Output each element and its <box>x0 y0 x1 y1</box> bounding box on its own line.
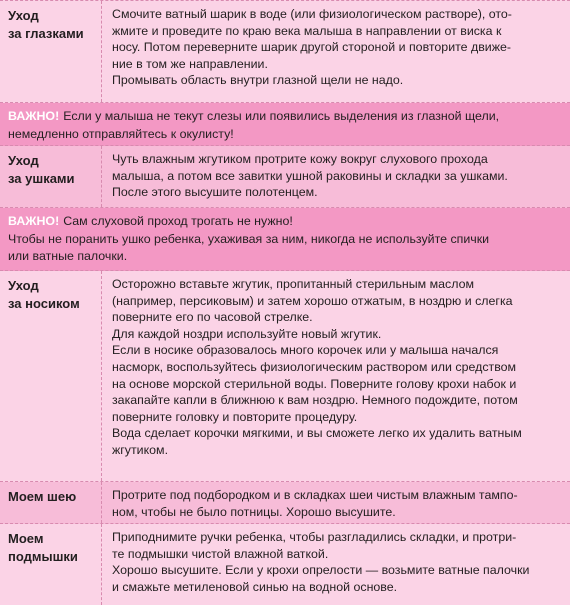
text-line: ние в том же направлении. <box>112 56 268 71</box>
text-line: Приподнимите ручки ребенка, чтобы разгладились складки, и протри- <box>112 530 517 544</box>
text-line: те подмышки чистой влажной ваткой. <box>112 546 329 561</box>
text-line: Осторожно вставьте жгутик, пропитанный стерильным маслом <box>112 277 474 291</box>
warning-text <box>8 213 560 266</box>
text-line: поверните головку и повторите процедуру. <box>112 409 358 424</box>
text-line: жгутиком. <box>112 442 169 457</box>
text-line: жмите и проведите по краю века малыша в направлении от виска к <box>112 23 502 38</box>
row-nose-care <box>0 271 570 482</box>
row-body <box>112 276 560 459</box>
row-body <box>112 529 560 595</box>
row-body <box>112 6 560 89</box>
text-line: Чтобы не поранить ушко ребенка, ухаживая за ним, никогда не используйте спички <box>8 231 490 246</box>
row-title-line: Уход <box>8 153 39 168</box>
text-line: малыша, а потом все завитки ушной раковины и складки за ушками. <box>112 168 508 183</box>
text-line: или ватные палочки. <box>8 249 128 263</box>
text-line: Протрите под подбородком и в складках шеи чистым влажным тампо- <box>112 488 518 502</box>
row-neck-care <box>0 482 570 524</box>
row-label <box>0 482 102 523</box>
text-line: Сам слуховой проход трогать не нужно! <box>63 214 293 228</box>
row-title-line: Уход <box>8 278 39 293</box>
text-line: на основе морской стерильной воды. Поверните голову крохи набок и <box>112 376 517 391</box>
row-title-line: за носиком <box>8 296 80 311</box>
row-title-line: подмышки <box>8 549 78 564</box>
text-line: Для каждой ноздри используйте новый жгутик. <box>112 326 382 341</box>
row-eye-care <box>0 0 570 103</box>
row-title-line: Моем шею <box>8 489 77 504</box>
row-body <box>112 487 560 520</box>
text-line: Чуть влажным жгутиком протрите кожу вокруг слухового прохода <box>112 152 488 166</box>
warning-text <box>8 108 560 143</box>
row-title-line: за глазками <box>8 26 84 41</box>
row-label <box>0 1 102 102</box>
warning-box <box>0 208 570 271</box>
text-line: Вода сделает корочки мягкими, и вы сможете легко их удалить ватным <box>112 426 522 441</box>
text-line: носу. Потом переверните шарик другой стороной и повторите движе- <box>112 40 512 55</box>
important-label: ВАЖНО! <box>8 109 60 123</box>
row-title-line: Моем <box>8 531 44 546</box>
row-title-line: Уход <box>8 8 39 23</box>
text-line: Если у малыша не текут слезы или появились выделения из глазной щели, <box>63 109 500 123</box>
text-line: закапайте капли в ближнюю к вам ноздрю. Немного подождите, потом <box>112 393 518 408</box>
text-line: поверните его по часовой стрелке. <box>112 310 313 325</box>
text-line: Смочите ватный шарик в воде (или физиологическом растворе), ото- <box>112 7 512 21</box>
row-title-line: за ушками <box>8 171 75 186</box>
text-line: (например, персиковым) и затем хорошо отжатым, в ноздрю и слегка <box>112 293 513 308</box>
row-body <box>112 151 560 201</box>
row-label <box>0 524 102 605</box>
text-line: После этого высушите полотенцем. <box>112 185 318 200</box>
text-line: Промывать область внутри глазной щели не надо. <box>112 73 404 88</box>
text-line: Хорошо высушите. Если у крохи опрелости — возьмите ватные палочки <box>112 563 530 578</box>
important-label: ВАЖНО! <box>8 214 60 228</box>
row-ear-care <box>0 146 570 208</box>
text-line: и смажьте метиленовой синью на водной основе. <box>112 579 398 594</box>
text-line: насморк, воспользуйтесь физиологическим раствором или средством <box>112 359 517 374</box>
text-line: немедленно отправляйтесь к окулисту! <box>8 126 234 141</box>
row-label <box>0 271 102 481</box>
text-line: ном, чтобы не было потницы. Хорошо высушите. <box>112 504 396 519</box>
row-armpit-care <box>0 524 570 605</box>
warning-box <box>0 103 570 146</box>
text-line: Если в носике образовалось много корочек или у малыша начался <box>112 343 499 358</box>
row-label <box>0 146 102 207</box>
